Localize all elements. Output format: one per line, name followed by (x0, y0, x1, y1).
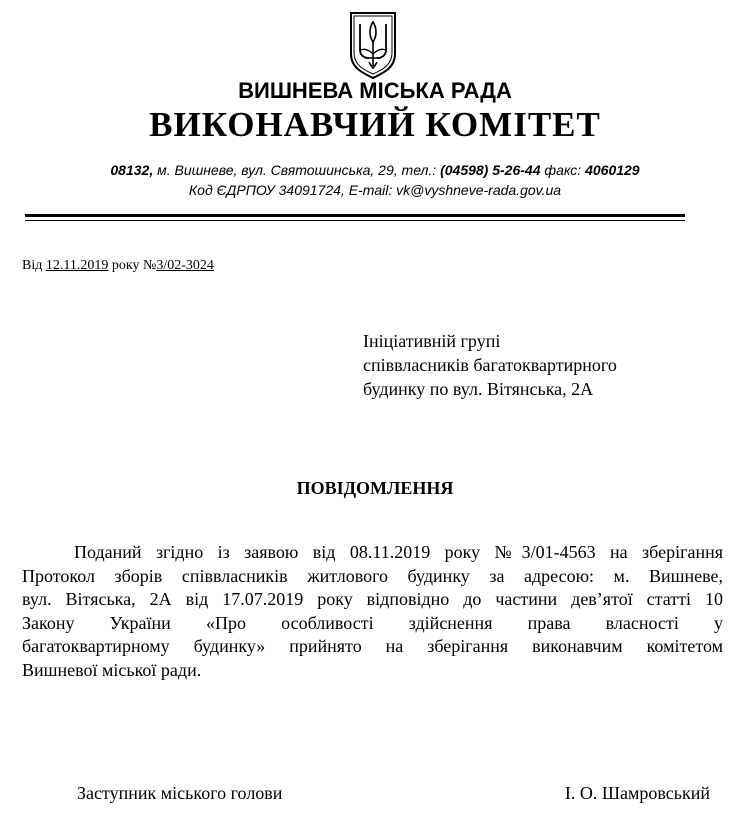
address-line (0, 160, 750, 180)
fax-number: 4060129 (585, 162, 640, 178)
body-line: багатоквартирному будинку» прийнято на зберігання виконавчим комітетом (22, 636, 723, 656)
contact-block (0, 160, 750, 200)
document-title: ПОВІДОМЛЕННЯ (296, 478, 454, 498)
signatory-position: Заступник міського голови (77, 783, 283, 803)
edrpou-email-line: Код ЄДРПОУ 34091724, E-mail: vk@vyshneve-rada.gov.ua (188, 182, 562, 198)
ref-date: 12.11.2019 (45, 258, 109, 273)
ref-number: 3/02-3024 (156, 258, 214, 273)
recipient-line: Ініціативній групі (363, 331, 501, 351)
phone-number: (04598) 5-26-44 (440, 162, 541, 178)
recipient-block (363, 329, 617, 401)
committee-name: ВИКОНАВЧИЙ КОМІТЕТ (149, 105, 601, 144)
body-line: Поданий згідно із заявою від 08.11.2019 року №3/01-4563 на зберігання (74, 542, 723, 562)
body-line: Закону України «Про особливості здійснення права власності у (22, 612, 723, 633)
body-line: вул. Вітяська, 2А від 17.07.2019 року відповідно до частини дев’ятої статті 10 (22, 589, 723, 609)
fax-label: факс: (540, 162, 586, 178)
trident-emblem-icon (347, 10, 399, 80)
document-reference (22, 257, 214, 275)
recipient-line: будинку по вул. Вітянська, 2А (363, 379, 594, 399)
organization-name: ВИШНЕВА МІСЬКА РАДА (238, 78, 512, 103)
signatory-name: І. О. Шамровський (564, 783, 710, 803)
body-line: Вишневої міської ради. (22, 659, 202, 680)
header-divider-thick (25, 214, 685, 217)
header-divider-thin (25, 220, 685, 221)
ref-year-label: року № (108, 258, 157, 273)
street-address: м. Вишневе, вул. Святошинська, 29, тел.: (153, 162, 441, 178)
body-paragraph (22, 541, 723, 682)
recipient-line: співвласників багатоквартирного (363, 355, 617, 375)
ref-from-label: Від (22, 258, 46, 273)
body-line: Протокол зборів співвласників житлового будинку за адресою: м. Вишневе, (22, 565, 723, 586)
postcode: 08132, (110, 162, 154, 178)
